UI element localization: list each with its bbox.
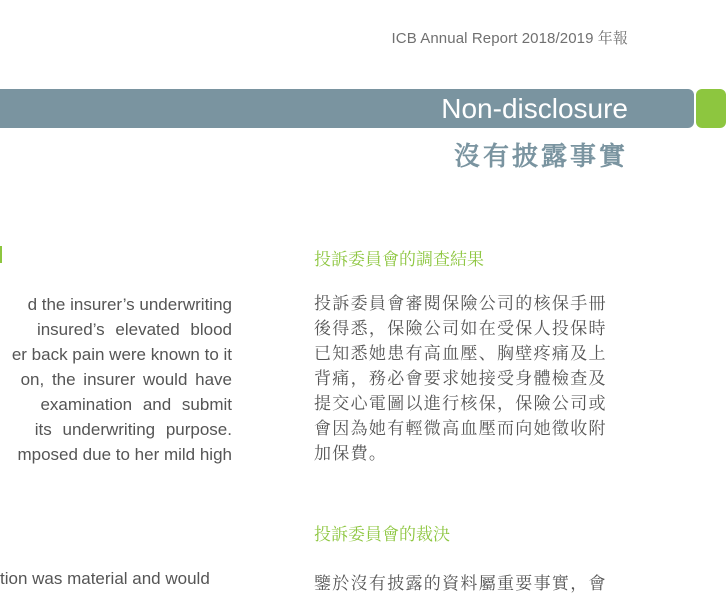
section-title-en: Non-disclosure (441, 93, 628, 124)
left-line: on, the insurer would have (20, 370, 232, 389)
left-line: examination and submit (40, 395, 232, 414)
findings-line: 提交心電圖以進行核保，保險公司或 (314, 394, 607, 414)
section-title-zh: 沒有披露事實 (453, 142, 628, 172)
left-line: its underwriting purpose. (34, 420, 232, 439)
section-tab-marker (696, 89, 726, 128)
findings-paragraph (314, 292, 628, 467)
findings-line: 加保費。 (314, 444, 388, 464)
left-heading-fragment (0, 246, 2, 263)
findings-line: 後得悉，保險公司如在受保人投保時 (314, 319, 607, 339)
findings-line: 背痛，務必會要求她接受身體檢查及 (314, 369, 607, 389)
report-header: ICB Annual Report 2018/2019 年報 (391, 30, 628, 47)
left-cut-text: tion was material and would (0, 569, 210, 588)
findings-line: 已知悉她患有高血壓、胸壁疼痛及上 (314, 344, 607, 364)
ruling-heading: 投訴委員會的裁決 (314, 525, 450, 545)
left-line: insured’s elevated blood (36, 320, 232, 339)
left-paragraph (0, 292, 232, 467)
findings-line: 會因為她有輕微高血壓而向她徵收附 (314, 419, 607, 439)
left-line: mposed due to her mild high (17, 445, 232, 464)
left-cut-line (0, 567, 232, 588)
left-line: er back pain were known to it (11, 345, 232, 364)
ruling-cut-line (314, 567, 628, 594)
findings-heading: 投訴委員會的調查結果 (314, 250, 484, 270)
ruling-cut-text: 鑒於沒有披露的資料屬重要事實，會 (314, 574, 607, 594)
left-line: d the insurer’s underwriting (27, 295, 232, 314)
findings-line: 投訴委員會審閱保險公司的核保手冊 (314, 294, 607, 314)
